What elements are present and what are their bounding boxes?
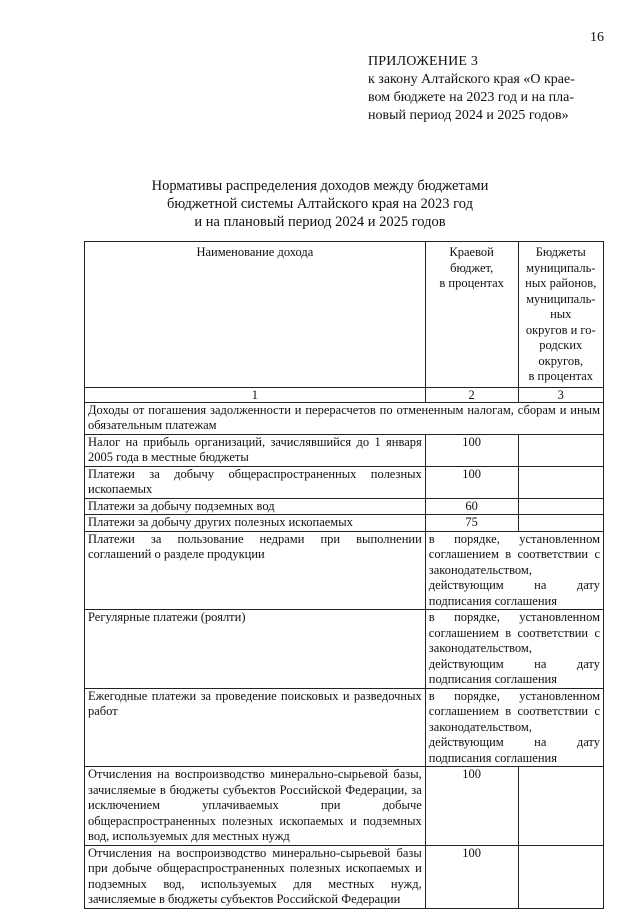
header-line: Краевой <box>449 245 494 259</box>
title-line: Нормативы распределения доходов между бюджетами <box>151 178 489 194</box>
table-row <box>85 466 604 498</box>
income-name: Регулярные платежи (роялти) <box>85 610 426 689</box>
municipal-percent <box>518 498 603 515</box>
municipal-percent <box>518 434 603 466</box>
agreement-note: в порядке, установленном соглашением в соответствии с законодательством, действующим на дату подписания соглашения <box>425 688 603 767</box>
income-name: Платежи за добычу других полезных ископаемых <box>85 515 426 532</box>
table-header-row <box>85 242 604 388</box>
header-line: ных районов, <box>525 276 597 290</box>
agreement-note: в порядке, установленном соглашением в соответствии с законодательством, действующим на дату подписания соглашения <box>425 610 603 689</box>
appendix-line: новый период 2024 и 2025 годов» <box>368 108 569 123</box>
header-line: округов, <box>538 353 584 368</box>
header-line: муниципаль- <box>526 260 596 275</box>
table-row <box>85 767 604 846</box>
title-line: и на плановый период 2024 и 2025 годов <box>194 214 446 230</box>
income-name: Ежегодные платежи за проведение поисковых и разведочных работ <box>85 688 426 767</box>
income-name: Платежи за добычу подземных вод <box>85 498 426 515</box>
header-line: в процентах <box>528 369 594 383</box>
header-line: округов и го- <box>525 322 596 337</box>
income-name: Платежи за пользование недрами при выполнении соглашений о разделе продукции <box>85 531 426 610</box>
appendix-line: вом бюджете на 2023 год и на пла- <box>368 90 575 105</box>
header-line: муниципаль- <box>526 291 596 306</box>
column-index: 2 <box>425 387 518 402</box>
header-municipal-budgets <box>518 242 603 388</box>
document-title <box>80 177 560 231</box>
header-income-name: Наименование дохода <box>85 242 426 388</box>
municipal-percent <box>518 767 603 846</box>
table-row <box>85 434 604 466</box>
municipal-percent <box>518 466 603 498</box>
appendix-line: к закону Алтайского края «О крае- <box>368 72 575 87</box>
income-name: Отчисления на воспроизводство минерально-сырьевой базы при добыче общераспространенных полезных ископаемых и подземных вод, используемых для местных нужд, зачисляемые в бюджеты субъектов Российской Федерации <box>85 845 426 908</box>
table-row <box>85 688 604 767</box>
header-line: в процентах <box>439 276 504 290</box>
appendix-heading: ПРИЛОЖЕНИЕ 3 <box>368 54 479 69</box>
income-name: Платежи за добычу общераспространенных полезных ископаемых <box>85 466 426 498</box>
municipal-percent <box>518 515 603 532</box>
income-name: Отчисления на воспроизводство минерально-сырьевой базы, зачисляемые в бюджеты субъектов Российской Федерации, за исключением уплачиваемых при добыче общераспространенных полезных ископаемых и подземных вод, используемых для местных нужд <box>85 767 426 846</box>
section-title: Доходы от погашения задолженности и перерасчетов по отмененным налогам, сборам и иным обязательным платежам <box>85 402 604 434</box>
income-name: Налог на прибыль организаций, зачислявшийся до 1 января 2005 года в местные бюджеты <box>85 434 426 466</box>
regional-percent: 75 <box>425 515 518 532</box>
header-line: родских <box>539 338 583 352</box>
column-index-row <box>85 387 604 402</box>
title-line: бюджетной системы Алтайского края на 2023 год <box>167 196 473 212</box>
regional-percent: 100 <box>425 434 518 466</box>
revenue-distribution-table <box>84 241 604 909</box>
header-regional-budget <box>425 242 518 388</box>
table-row <box>85 531 604 610</box>
header-line: бюджет, <box>450 260 494 275</box>
page-number: 16 <box>590 30 604 45</box>
header-line: ных <box>550 307 572 321</box>
agreement-note: в порядке, установленном соглашением в соответствии с законодательством, действующим на дату подписания соглашения <box>425 531 603 610</box>
regional-percent: 60 <box>425 498 518 515</box>
appendix-header <box>368 53 628 125</box>
column-index: 3 <box>518 387 603 402</box>
table-row <box>85 610 604 689</box>
header-line: Бюджеты <box>535 245 586 259</box>
column-index: 1 <box>85 387 426 402</box>
regional-percent: 100 <box>425 845 518 908</box>
regional-percent: 100 <box>425 767 518 846</box>
table-row <box>85 498 604 515</box>
table-row <box>85 515 604 532</box>
regional-percent: 100 <box>425 466 518 498</box>
section-row <box>85 402 604 434</box>
